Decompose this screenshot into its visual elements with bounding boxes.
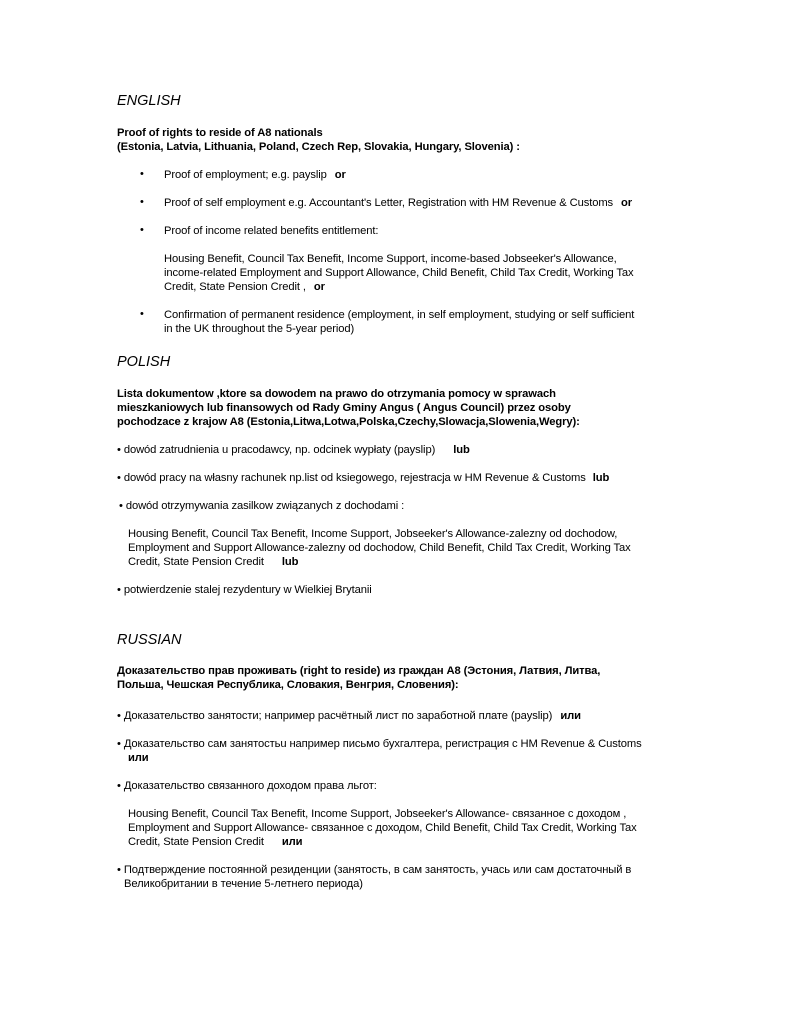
- english-benefits-line3-text: Credit, State Pension Credit ,: [164, 281, 306, 293]
- russian-item-1: [117, 709, 581, 723]
- polish-item-3: • dowód otrzymywania zasilkow związanych z dochodami :: [119, 500, 405, 512]
- polish-item-2: [117, 471, 609, 485]
- polish-benefits-keyword: lub: [281, 556, 299, 568]
- english-benefits-line2: income-related Employment and Support Allowance, Child Benefit, Child Tax Credit, Working Tax: [164, 267, 634, 279]
- english-item-2-text: Proof of self employment e.g. Accountant's Letter, Registration with HM Revenue & Customs: [164, 197, 614, 209]
- polish-benefits-line2: Employment and Support Allowance-zalezny od dochodow, Child Benefit, Child Tax Credit, Working Tax: [128, 542, 631, 554]
- polish-item-2-text: • dowód pracy na własny rachunek np.list od ksiegowego, rejestracja w HM Revenue & Customs: [117, 472, 586, 484]
- english-heading: ENGLISH: [117, 93, 181, 109]
- english-title-line1: Proof of rights to reside of A8 nationals: [117, 127, 323, 139]
- polish-item-1: [117, 443, 470, 457]
- russian-item-1-keyword: или: [560, 710, 581, 722]
- russian-item-4-line2: Великобритании в течение 5-летнего периода): [124, 878, 363, 890]
- russian-item-4-line1: • Подтверждение постоянной резиденции (занятость, в сам занятость, учась или сам достаточный в: [117, 864, 632, 876]
- russian-title-line1: Доказательство прав проживать (right to reside) из граждан A8 (Эстония, Латвия, Литва,: [117, 665, 601, 677]
- russian-item-1-text: • Доказательство занятости; например расчётный лист по заработной плате (payslip): [117, 710, 553, 722]
- english-item-4-line2: in the UK throughout the 5-year period): [164, 323, 355, 335]
- polish-item-1-keyword: lub: [453, 444, 470, 456]
- english-title-line2: (Estonia, Latvia, Lithuania, Poland, Czech Rep, Slovakia, Hungary, Slovenia) :: [117, 141, 520, 153]
- russian-benefits-keyword: или: [281, 836, 303, 848]
- english-item-1: [164, 168, 346, 182]
- polish-title-line2: mieszkaniowych lub finansowych od Rady Gminy Angus ( Angus Council) przez osoby: [117, 402, 571, 414]
- russian-title-line2: Польша, Чешская Республика, Словакия, Венгрия, Словения):: [117, 679, 459, 691]
- russian-benefits-line2: Employment and Support Allowance- связанное с доходом, Child Benefit, Child Tax Credit, Working Tax: [128, 822, 637, 834]
- english-item-3: Proof of income related benefits entitlement:: [164, 225, 379, 237]
- polish-benefits-line3-text: Credit, State Pension Credit: [128, 556, 264, 568]
- polish-item-4: • potwierdzenie stalej rezydentury w Wielkiej Brytanii: [117, 584, 372, 596]
- english-item-2-keyword: or: [621, 197, 633, 209]
- english-benefits-keyword: or: [313, 281, 325, 293]
- russian-benefits-line3-text: Credit, State Pension Credit: [128, 836, 264, 848]
- english-benefits-line1: Housing Benefit, Council Tax Benefit, Income Support, income-based Jobseeker's Allowance,: [164, 253, 617, 265]
- polish-benefits-line3: [128, 555, 298, 569]
- russian-item-2-keyword: или: [128, 752, 149, 764]
- polish-title-line1: Lista dokumentow ,ktore sa dowodem na prawo do otrzymania pomocy w sprawach: [117, 388, 556, 400]
- english-benefits-line3: [164, 280, 325, 294]
- russian-benefits-line1: Housing Benefit, Council Tax Benefit, Income Support, Jobseeker's Allowance- связанное с доходом ,: [128, 808, 627, 820]
- english-bullet-1: •: [140, 168, 144, 180]
- english-bullet-3: •: [140, 224, 144, 236]
- polish-title-line3: pochodzace z krajow A8 (Estonia,Litwa,Lotwa,Polska,Czechy,Slowacja,Slowenia,Wegry):: [117, 416, 580, 428]
- russian-heading: RUSSIAN: [117, 632, 182, 648]
- russian-benefits-line3: [128, 835, 302, 849]
- english-item-1-text: Proof of employment; e.g. payslip: [164, 169, 327, 181]
- english-item-1-keyword: or: [334, 169, 346, 181]
- polish-benefits-line1: Housing Benefit, Council Tax Benefit, Income Support, Jobseeker's Allowance-zalezny od dochodow,: [128, 528, 618, 540]
- english-item-4-line1: Confirmation of permanent residence (employment, in self employment, studying or self sufficient: [164, 309, 635, 321]
- polish-item-1-text: • dowód zatrudnienia u pracodawcy, np. odcinek wypłaty (payslip): [117, 444, 436, 456]
- russian-item-3: • Доказательство связанного доходом права льгот:: [117, 780, 377, 792]
- russian-item-2: • Доказательство сам занятостьu например письмо бухгалтера, регистрация с HM Revenue & Customs: [117, 738, 642, 750]
- english-bullet-2: •: [140, 196, 144, 208]
- polish-heading: POLISH: [117, 354, 171, 370]
- english-bullet-4: •: [140, 308, 144, 320]
- polish-item-2-keyword: lub: [592, 472, 610, 484]
- english-item-2: [164, 196, 632, 210]
